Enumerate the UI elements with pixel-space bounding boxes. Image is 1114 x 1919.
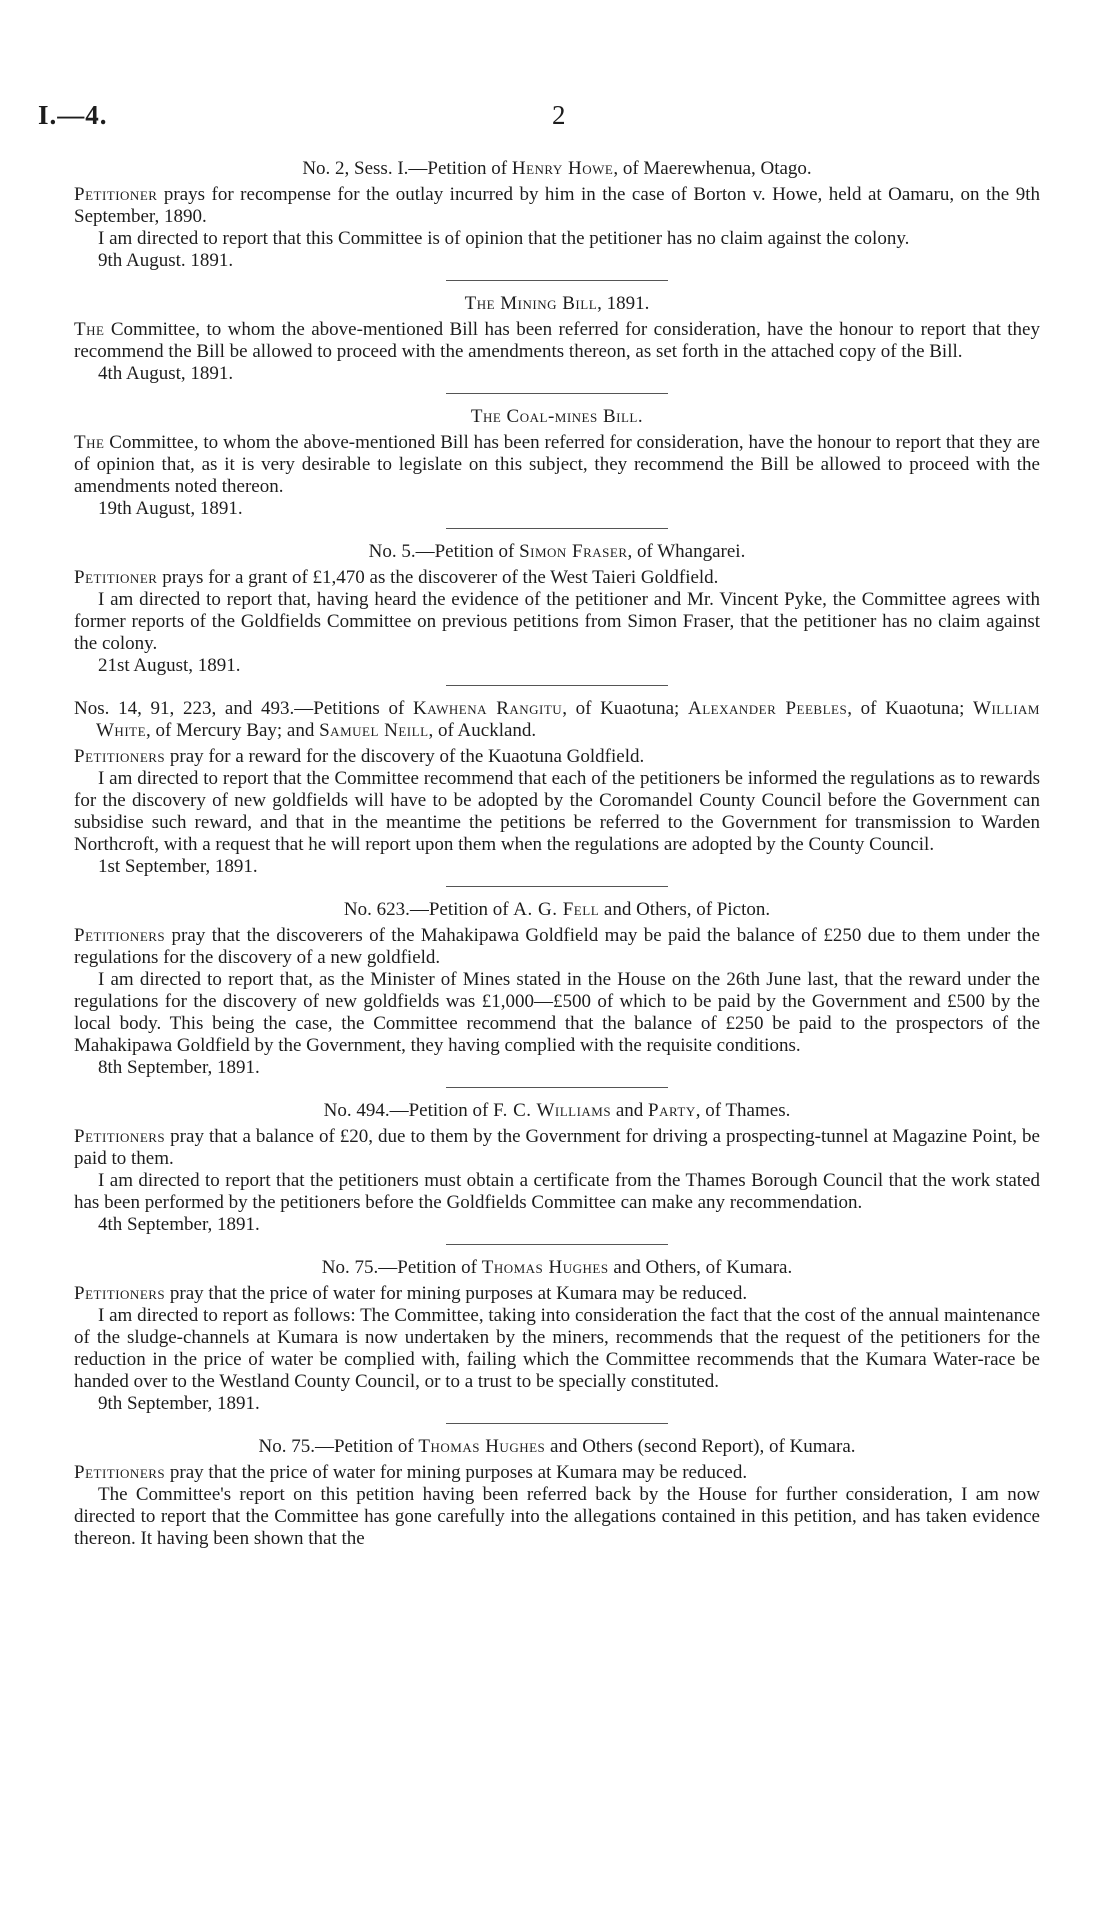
heading-text: No. 494.—Petition of	[323, 1100, 494, 1121]
prayer-paragraph	[74, 925, 1040, 969]
report-paragraph: I am directed to report that, as the Minister of Mines stated in the House on the 26th June last, that the reward under the regulations for the discovery of new goldfields was £1,000—£500 of which to be paid by the Government and £500 by the local body. This being the case, the Committee recommend that the balance of £250 be paid to the prospectors of the Mahakipawa Goldfield by the Government, they having complied with the requisite conditions.	[74, 969, 1040, 1056]
petitioner-name: Simon Fraser	[519, 541, 628, 562]
report-paragraph: I am directed to report as follows: The Committee, taking into consideration the fact that the cost of the annual maintenance of the sludge-channels at Kumara is now undertaken by the miners, recommends that the request of the petitioners for the reduction in the price of water be complied with, failing which the Committee recommends that the Kumara Water-race be handed over to the Westland County Council, or to a trust to be specially constituted.	[74, 1305, 1040, 1392]
report-paragraph: I am directed to report that, having heard the evidence of the petitioner and Mr. Vincent Pyke, the Committee agrees with former reports of the Goldfields Committee on previous petitions from Simon Fraser, that the petitioner has no claim against the colony.	[74, 589, 1040, 654]
prayer-paragraph	[74, 184, 1040, 228]
report-date: 4th September, 1891.	[98, 1214, 260, 1235]
bill-title: The Coal-mines Bill.	[470, 406, 644, 427]
section-heading	[74, 406, 1040, 428]
section-heading	[74, 158, 1040, 180]
section-divider	[446, 1244, 668, 1245]
report-date: 9th September, 1891.	[98, 1393, 260, 1414]
heading-text: No. 623.—Petition of	[343, 899, 514, 920]
petition-section	[74, 698, 1040, 878]
bill-title: The Mining Bill	[464, 293, 598, 314]
petitioner-name: Alexander Peebles	[688, 698, 848, 719]
prayer-text: pray that a balance of £20, due to them by the Government for driving a prospecting-tunnel at Magazine Point, be paid to them.	[74, 1126, 1040, 1169]
section-divider	[446, 886, 668, 887]
prayer-text: prays for a grant of £1,470 as the discoverer of the West Taieri Goldfield.	[157, 567, 719, 588]
lead-word: Petitioner	[74, 184, 158, 205]
petition-section	[74, 899, 1040, 1079]
lead-word: The	[74, 432, 105, 453]
report-date: 19th August, 1891.	[98, 498, 243, 519]
section-divider	[446, 280, 668, 281]
prayer-text: pray that the discoverers of the Mahakipawa Goldfield may be paid the balance of £250 due to them under the regulations for the discovery of a new goldfield.	[74, 925, 1040, 968]
heading-text: Nos. 14, 91, 223, and 493.—Petitions of	[74, 698, 414, 719]
petitioner-name: Kawhena Rangitu	[413, 698, 563, 719]
heading-text: and	[611, 1100, 649, 1121]
prayer-text: pray for a reward for the discovery of the Kuaotuna Goldfield.	[165, 746, 645, 767]
report-text: Committee, to whom the above-mentioned Bill has been referred for consideration, have the honour to report that they are of opinion that, as it is very desirable to legislate on this subject, they recommend the Bill be allowed to proceed with the amendments noted thereon.	[74, 432, 1040, 497]
heading-text: and Others (second Report), of Kumara.	[545, 1436, 856, 1457]
lead-word: Petitioners	[74, 1283, 166, 1304]
petitioner-name: A. G. Fell	[513, 899, 600, 920]
petitioner-name: Samuel Neill	[319, 720, 429, 741]
lead-word: Petitioners	[74, 746, 166, 767]
petitioner-name: William White	[96, 698, 1040, 741]
report-paragraph: The Committee's report on this petition having been referred back by the House for further consideration, I am now directed to report that the Committee has gone carefully into the allegations contained in this petition, and has taken evidence thereon. It having been shown that the	[74, 1484, 1040, 1549]
section-heading	[74, 1257, 1040, 1279]
petitioner-name: Thomas Hughes	[481, 1257, 609, 1278]
heading-text: No. 75.—Petition of	[321, 1257, 482, 1278]
prayer-text: pray that the price of water for mining purposes at Kumara may be reduced.	[165, 1283, 748, 1304]
section-heading	[74, 899, 1040, 921]
heading-text: No. 5.—Petition of	[368, 541, 520, 562]
report-date: 8th September, 1891.	[98, 1057, 260, 1078]
report-date: 9th August. 1891.	[98, 250, 234, 271]
petition-section	[74, 1436, 1040, 1550]
petition-section	[74, 1257, 1040, 1415]
heading-text: , of Maerewhenua, Otago.	[613, 158, 812, 179]
heading-text: , of Kuaotuna;	[562, 698, 689, 719]
lead-word: Petitioner	[74, 567, 158, 588]
petition-section	[74, 1100, 1040, 1236]
prayer-paragraph	[74, 567, 1040, 589]
petitioner-name: Henry Howe	[511, 158, 614, 179]
section-heading	[74, 1436, 1040, 1458]
report-date: 1st September, 1891.	[98, 856, 258, 877]
section-divider	[446, 1087, 668, 1088]
heading-text: , of Whangarei.	[627, 541, 746, 562]
prayer-paragraph	[74, 746, 1040, 768]
lead-word: Petitioners	[74, 1462, 166, 1483]
page-number: 2	[552, 100, 566, 130]
prayer-text: pray that the price of water for mining purposes at Kumara may be reduced.	[165, 1462, 748, 1483]
heading-text: No. 2, Sess. I.—Petition of	[302, 158, 512, 179]
heading-text: and Others, of Picton.	[599, 899, 771, 920]
section-heading	[74, 698, 1040, 742]
report-paragraph: I am directed to report that this Committee is of opinion that the petitioner has no claim against the colony.	[98, 228, 910, 249]
prayer-paragraph	[74, 1126, 1040, 1170]
report-date: 21st August, 1891.	[98, 655, 241, 676]
bill-section	[74, 406, 1040, 520]
prayer-paragraph	[74, 1462, 1040, 1484]
heading-text: No. 75.—Petition of	[258, 1436, 419, 1457]
lead-word: The	[74, 319, 105, 340]
section-divider	[446, 1423, 668, 1424]
heading-text: , of Mercury Bay; and	[146, 720, 320, 741]
report-paragraph	[74, 432, 1040, 498]
prayer-paragraph	[74, 1283, 1040, 1305]
report-paragraph	[74, 319, 1040, 363]
section-divider	[446, 528, 668, 529]
document-body	[74, 158, 1040, 1550]
section-heading	[74, 293, 1040, 315]
petitioner-name: Thomas Hughes	[418, 1436, 546, 1457]
lead-word: Petitioners	[74, 925, 166, 946]
report-paragraph: I am directed to report that the Committee recommend that each of the petitioners be informed the regulations as to rewards for the discovery of new goldfields will have to be adopted by the Coromandel County Council before the Government can subsidise such reward, and that in the meantime the petitions be referred to the Government for transmission to Warden Northcroft, with a request that he will report upon them when the regulations are adopted by the County Council.	[74, 768, 1040, 855]
section-heading	[74, 1100, 1040, 1122]
report-paragraph: I am directed to report that the petitioners must obtain a certificate from the Thames Borough Council that the work stated has been performed by the petitioners before the Goldfields Committee can make any recommendation.	[74, 1170, 1040, 1213]
petition-section	[74, 541, 1040, 677]
lead-word: Petitioners	[74, 1126, 166, 1147]
petition-section	[74, 158, 1040, 272]
report-text: Committee, to whom the above-mentioned Bill has been referred for consideration, have the honour to report that they recommend the Bill be allowed to proceed with the amendments thereon, as set forth in the attached copy of the Bill.	[74, 319, 1040, 362]
heading-text: , of Auckland.	[428, 720, 537, 741]
heading-text: and Others, of Kumara.	[608, 1257, 793, 1278]
prayer-text: prays for recompense for the outlay incurred by him in the case of Borton v. Howe, held at Oamaru, on the 9th September, 1890.	[74, 184, 1040, 227]
section-heading	[74, 541, 1040, 563]
report-date: 4th August, 1891.	[98, 363, 234, 384]
petitioner-name: F. C. Williams	[493, 1100, 612, 1121]
section-divider	[446, 685, 668, 686]
heading-text: , of Kuaotuna;	[847, 698, 974, 719]
bill-section	[74, 293, 1040, 385]
petitioner-name: Party	[648, 1100, 696, 1121]
heading-text: , 1891.	[597, 293, 650, 314]
page-reference: I.—4.	[38, 100, 108, 130]
heading-text: , of Thames.	[695, 1100, 791, 1121]
page-header	[38, 100, 1038, 136]
section-divider	[446, 393, 668, 394]
